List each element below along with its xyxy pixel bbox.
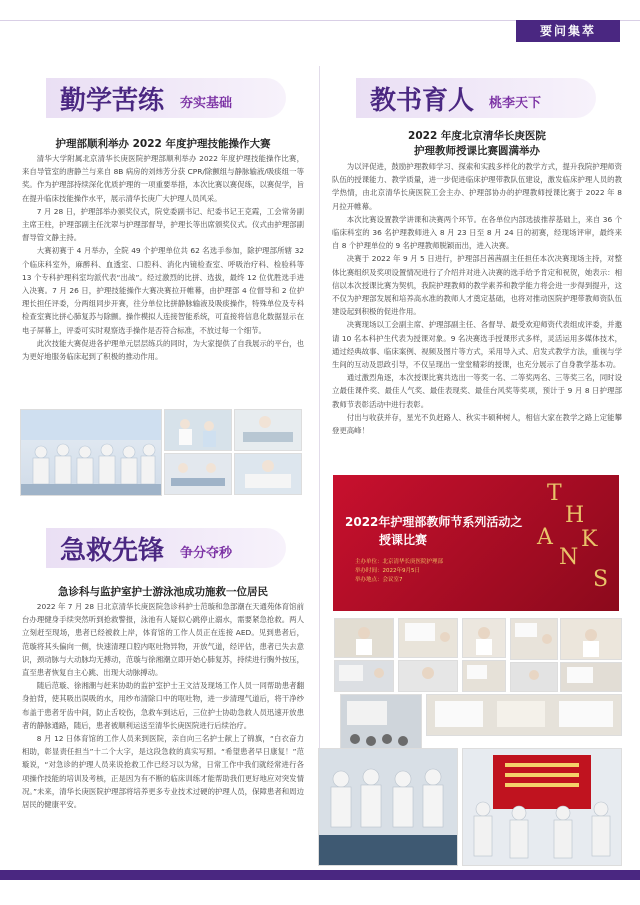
paragraph: 决赛于 2022 年 9 月 5 日进行，护理部吕茜茜副主任担任本次决赛现场主持，对整体比赛组织及奖项设置情况进行了介绍并对进入决赛的选手给予肯定和祝贺，她表示：相信以本次授课比赛为契机，我院护理教师的教学素养和教学能力将会进一步得到提升，这不仅为护理部发展和培养高水准的教师人才奠定基础，也将对推动医院护理带教师资队伍建设起到积极的促进作用。 — [332, 254, 622, 317]
banner-letter: A — [537, 525, 553, 550]
paragraph: 清华大学附属北京清华长庚医院护理部顺利举办 2022 年度护理技能操作比赛，来自导管室的唐静兰与来自 8B 病房的刘炜芳分获 CPR/除颤组与静脉输液/吸痰组一等奖。作为护理部持续深化优质护理的一项重要举措，本次比赛以赛促练，以赛促学，旨在提升临床技能操作水平，展示清华长庚广大护理人员风采。 — [22, 154, 304, 203]
section-subtitle: 夯实基础 — [180, 96, 233, 111]
paragraph: 为以评促进，鼓励护理教师学习、探索和实践多样化的教学方式，提升我院护理师资队伍的授课能力、教学质量，进一步促进临床护理带教队伍建设，激发临床护理人员的教学热情，由北京清华长庚医院工会主办、护理部协办的护理教师授课比赛于 2022 年 8 月拉开帷幕。 — [332, 162, 622, 211]
group-photo-illustration — [21, 410, 161, 495]
section-subtitle: 桃李天下 — [489, 96, 542, 111]
group-photo — [20, 409, 162, 496]
paragraph: 大赛初赛于 4 月举办，全院 49 个护理单位共 62 名选手参加，除护理部所辖 32 个临床科室外，麻醉科、血透室、口腔科、消化内镜检查室、呼吸治疗科、检验科等 13 个专科护理科室均派代表“出战”。经过激烈的比拼、选拔，最终 12 位优胜选手进入决赛。7 月 26 日，护理技能操作大赛决赛拉开帷幕，由护理部 4 位督导和 2 位护理长担任评委，分两组同步开赛，往分单位比拼静脉输液及吸痰操作，特殊单位及专科检查室赛比拼心肺复苏与除颤。操作模拟人连接智能系统，可直接将信息化数据显示在电子屏幕上，评委可实时观察选手操作是否符合标准，不放过每一个细节。 — [22, 246, 304, 335]
article-body — [22, 600, 304, 811]
training-photo — [164, 409, 232, 451]
classroom-photo — [340, 694, 422, 754]
footer-bar — [0, 870, 640, 880]
paragraph: 随后范璇、徐湘潮与赶来协助的监护室护士王文洁及现场工作人员一同帮助患者翻身拍背，使其吸出误吸的水，用纱布清除口中的呕吐物，进一步清理气道后，将干净纱布盖于患者牙齿中间，防止舌咬伤，急救车到达后，三位护士协助急救人员迅速开放患者的静脉通路，随后，患者被顺利运送至清华长庚医院进行后续治疗。 — [22, 681, 304, 730]
paragraph: 此次技能大赛促进各护理单元层层练兵的同时，为大家提供了自我展示的平台，也为更好地服务临床起到了积极的推动作用。 — [22, 338, 304, 362]
article-subtitle: 护理教师授课比赛圆满举办 — [414, 145, 540, 157]
section-title: 教书育人 — [370, 86, 475, 116]
paragraph: 8 月 12 日体育馆的工作人员来到医院，亲自向三名护士献上了锦旗，“白衣奋力相助，彰显责任担当”十二个大字，是这段急救的真实写照。“希望患者早日康复！”范璇说，“对急诊的护理人员来说抢救工作已经习以为常，日常工作中我们就经常进行各项操作技能的培训及考核，正是因为有不断的临床训练才能帮助我们更好地应对突发情况。”未来，清华长庚医院护理部将培养更多专业技术过硬的护理人员，保障患者和周边居民的健康平安。 — [22, 734, 304, 810]
lecture-photo — [426, 694, 622, 736]
paragraph: 付出与收获并存，星光不负赶路人、秋实丰硕种树人，相信大家在教学之路上定能攀登更高峰！ — [332, 412, 622, 436]
lecture-photo — [398, 660, 458, 692]
lecture-photo — [510, 662, 558, 692]
banner-title: 2022年护理部教师节系列活动之 — [345, 515, 523, 529]
article-body — [332, 160, 622, 437]
paragraph: 本次比赛设置教学讲课和决赛两个环节。在各单位内部选拔推荐基础上，来自 36 个临床科室的 36 名护理教师进入 8 月 23 日至 8 月 24 日的初赛，经现场评审，最终来自 8 个护理单位的 9 名护理教师脱颖而出，进入决赛。 — [332, 214, 622, 251]
banner-letter: T — [547, 481, 562, 506]
training-photo — [234, 409, 302, 451]
lecture-photo — [560, 618, 622, 660]
rescue-photo — [318, 748, 458, 866]
banner-letter: S — [593, 567, 609, 592]
banner-venue: 举办地点：会议室7 — [355, 577, 403, 583]
article-title: 急诊科与监护室护士游泳池成功施救一位居民 — [58, 586, 268, 598]
section-title: 勤学苦练 — [60, 86, 165, 116]
banner-subtitle: 授课比赛 — [379, 533, 428, 547]
training-photo — [234, 453, 302, 495]
column-divider — [319, 66, 320, 866]
training-photo — [164, 453, 232, 495]
banner-letter: K — [581, 527, 598, 552]
paragraph: 2022 年 7 月 28 日北京清华长庚医院急诊科护士范璇和急部潮在天通苑体育馆前台办理健身手续突然听到抢救警报，泳池有人疑似心跳停止溺水，需要紧急抢救。两人立刻赶至现场，患者已经被救上岸，体育馆的工作人员正在连接 AED。见到患者后，范璇将其头偏向一侧，快速清理口腔内呕吐物异物，开放气道，经评估，患者已失去意识，颈动脉与大动脉均无搏动，范璇与徐湘潮立即开始心肺复苏，持续进行胸外按压，直至患者恢复自主心跳、出现大动脉搏动。 — [22, 602, 304, 678]
article-body — [22, 152, 304, 363]
lecture-photo — [398, 618, 458, 658]
banner-letter: H — [565, 503, 585, 528]
section-title: 急救先锋 — [60, 536, 165, 566]
paragraph: 7 月 28 日，护理部举办颁奖仪式，院党委副书记、纪委书记王克霞，工会常务副主席王柱，护理部副主任沈翠与护理部督导，护理长等出席颁奖仪式。仪式由护理部副督导管文静主持。 — [22, 206, 304, 243]
event-banner — [333, 475, 619, 611]
article-title: 护理部顺利举办 2022 年度护理技能操作大赛 — [55, 138, 271, 150]
lecture-photo — [560, 662, 622, 692]
lecture-photo — [462, 618, 506, 658]
article-title: 2022 年度北京清华长庚医院 — [408, 130, 546, 142]
paragraph: 通过激烈角逐，本次授课比赛共选出一等奖一名、二等奖两名、三等奖三名，同时设立最佳课件奖、最佳人气奖、最佳表现奖、最佳台风奖等奖项，预计于 9 月 8 日护理部教师节表彰活动中进行表彰。 — [332, 373, 622, 409]
lecture-photo — [334, 660, 394, 692]
section-subtitle: 争分夺秒 — [180, 546, 233, 561]
banner-host: 主办单位：北京清华长庚医院护理部 — [355, 559, 444, 565]
award-banner-photo — [462, 748, 622, 866]
banner-date: 举办时间：2022年9月5日 — [355, 568, 420, 574]
lecture-photo — [510, 618, 558, 660]
lecture-photo — [334, 618, 394, 658]
lecture-photo — [462, 660, 506, 692]
paragraph: 决赛现场以工会副主席、护理部副主任、各督导、最受欢迎师资代表组成评委，并邀请 10 名本科护生代表为授课对象。9 名决赛选手授课形式多样，灵活运用多媒体技术，通过经典故事、临床案例、视频及图片等方式，采用导入式、启发式教学方法，重视与学生间的互动及思政引导，不仅呈现出一堂堂精彩的授课，也充分展示了自身教学基本功。 — [332, 320, 622, 370]
section-tag: 要问集萃 — [516, 20, 620, 42]
banner-letter: N — [559, 545, 579, 570]
